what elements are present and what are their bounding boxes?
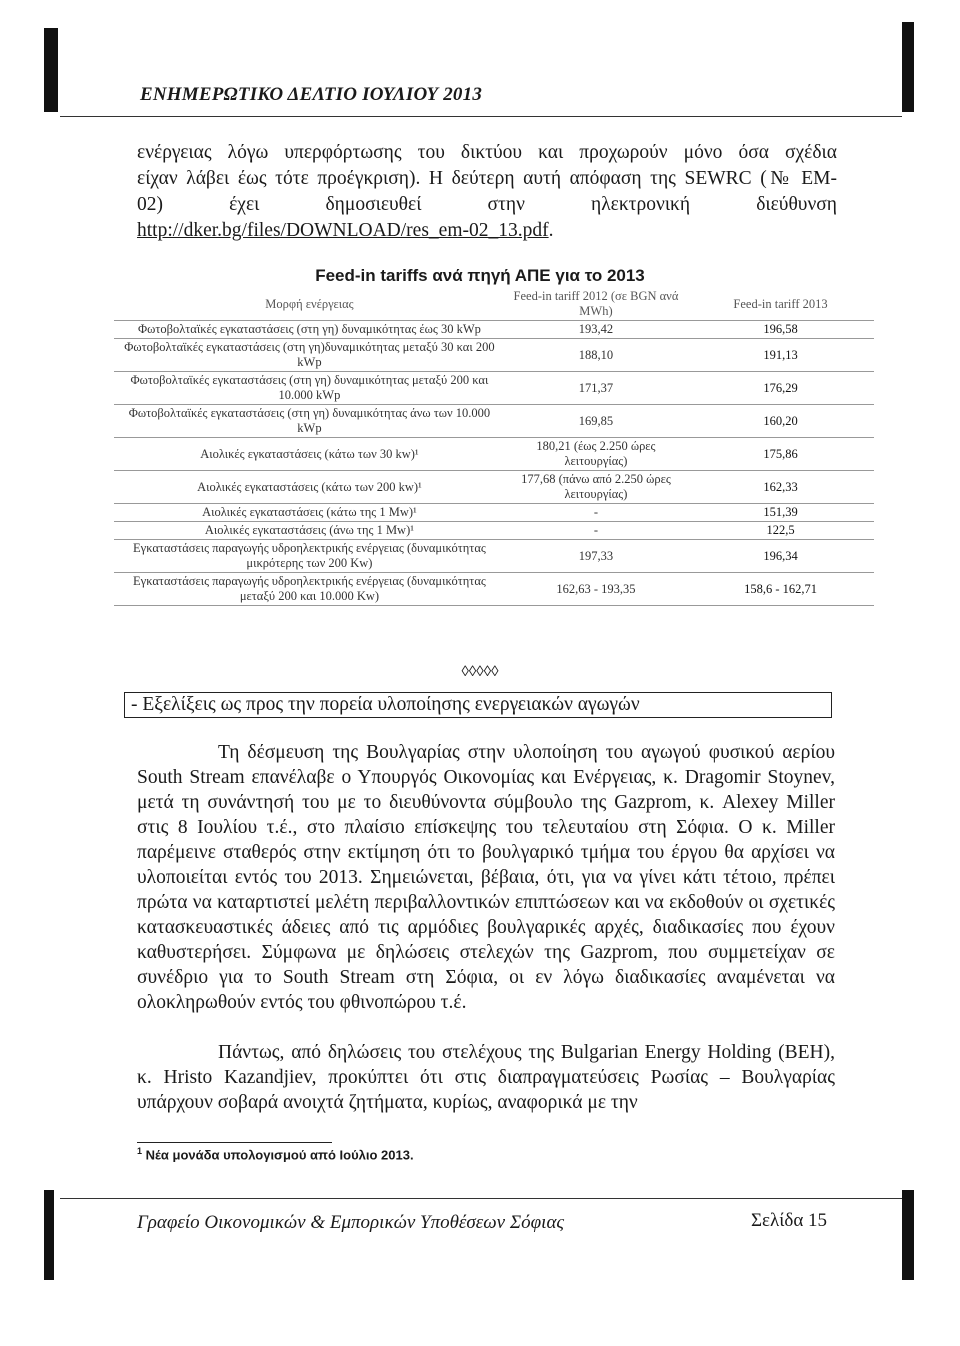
scan-bar-bottom-right [902,1190,914,1280]
tariff-2012-cell: - [593,523,599,537]
tariff-2013-cell: 191,13 [763,347,798,362]
table-row [114,504,874,522]
tariff-2012-cell: 188,10 [578,347,614,362]
energy-form-cell: Εγκαταστάσεις παραγωγής υδροηλεκτρικής ενέργειας (δυναμικότητας μικρότερης των 200 Kw) [133,541,486,570]
energy-form-cell: Αιολικές εγκαταστάσεις (άνω της 1 Mw)¹ [204,523,414,537]
scan-bar-top-right [902,22,914,112]
energy-form-cell: Εγκαταστάσεις παραγωγής υδροηλεκτρικής ενέργειας (δυναμικότητας μεταξύ 200 και 10.000 Kw) [133,574,486,603]
table-header-row [114,288,874,321]
energy-form-cell: Φωτοβολταϊκές εγκαταστάσεις (στη γη) δυναμικότητας μεταξύ 200 και 10.000 kWp [130,373,489,402]
tariff-2012-cell: 162,63 - 193,35 [556,581,636,596]
tariff-2012-cell: - [593,505,599,519]
article-body [137,740,835,1140]
page-header-title: ΕΝΗΜΕΡΩΤΙΚΟ ΔΕΛΤΙΟ ΙΟΥΛΙΟΥ 2013 [140,84,483,105]
footnote-mark: 1 [137,1146,143,1156]
page-number: Σελίδα 15 [751,1210,828,1231]
energy-form-cell: Αιολικές εγκαταστάσεις (κάτω της 1 Mw)¹ [202,505,417,519]
footer-divider [60,1198,902,1199]
footer-office-name: Γραφείο Οικονομικών & Εμπορικών Υποθέσεων Σόφιας [137,1212,565,1233]
header-energy-form: Μορφή ενέργειας [265,296,354,311]
intro-line-1: ενέργειας λόγω υπερφόρτωσης του δικτύου και προχωρούν μόνο όσα σχέδια [137,142,837,163]
table-row [114,471,874,504]
intro-url-suffix: . [548,220,554,241]
intro-url-line [137,220,553,241]
tariff-2013-cell: 196,34 [763,548,798,563]
intro-line-2: είχαν λάβει έως τότε προέγκριση). Η δεύτερη αυτή απόφαση της SEWRC (№ ΕΜ- [137,168,837,189]
energy-form-cell: Αιολικές εγκαταστάσεις (κάτω των 200 kw)¹ [197,479,422,494]
tariff-2013-cell: 158,6 - 162,71 [744,581,817,596]
energy-form-cell: Φωτοβολταϊκές εγκαταστάσεις (στη γη) δυναμικότητας άνω των 10.000 kWp [128,406,491,435]
table-title: Feed-in tariffs ανά πηγή ΑΠΕ για το 2013 [315,266,645,285]
table-row [114,438,874,471]
section-heading: - Εξελίξεις ως προς την πορεία υλοποίησης ενεργειακών αγωγών [131,694,640,715]
scan-bar-top-left [44,28,58,112]
footnote [137,1146,414,1162]
footnote-divider [137,1142,332,1143]
table-row [114,405,874,438]
energy-form-cell: Αιολικές εγκαταστάσεις (κάτω των 30 kw)¹ [200,446,419,461]
tariff-2012-cell: 193,42 [578,322,614,336]
energy-form-cell: Φωτοβολταϊκές εγκαταστάσεις (στη γη)δυναμικότητας μεταξύ 30 και 200 kWp [124,340,495,369]
energy-form-cell: Φωτοβολταϊκές εγκαταστάσεις (στη γη) δυναμικότητας έως 30 kWp [137,322,481,336]
tariff-2013-cell: 162,33 [763,479,798,494]
sewrc-decision-link[interactable]: http://dker.bg/files/DOWNLOAD/res_em-02_13.pdf [137,220,549,241]
body-paragraph-2: Πάντως, από δηλώσεις του στελέχους της Bulgarian Energy Holding (BEH), κ. Hristo Kazandjiev, προκύπτει ότι στις διαπραγματεύσεις Ρωσίας – Βουλγαρίας υπάρχουν σοβαρά ανοιχτά ζητήματα, κυρίως, αναφορικά με την [137,1042,835,1113]
table-row [114,321,874,339]
tariff-2013-cell: 176,29 [763,380,798,395]
tariff-2012-cell: 180,21 (έως 2.250 ώρες λειτουργίας) [536,439,656,468]
table-row [114,540,874,573]
table-row [114,372,874,405]
tariff-2013-cell: 151,39 [763,505,798,519]
tariff-2013-cell: 196,58 [763,322,798,336]
header-tariff-2013: Feed-in tariff 2013 [733,296,828,311]
tariff-2012-cell: 169,85 [578,413,614,428]
footnote-text: Νέα μονάδα υπολογισμού από Ιούλιο 2013. [145,1147,414,1163]
tariff-2012-cell: 177,68 (πάνω από 2.250 ώρες λειτουργίας) [521,472,671,501]
table-row [114,339,874,372]
intro-line-3: 02) έχει δημοσιευθεί στην ηλεκτρονική διεύθυνση [137,194,837,215]
feed-in-tariffs-table [114,288,874,606]
tariff-2013-cell: 122,5 [766,523,795,537]
tariff-2012-cell: 197,33 [578,548,614,563]
body-paragraph-1: Τη δέσμευση της Βουλγαρίας στην υλοποίηση του αγωγού φυσικού αερίου South Stream επανέλαβε ο Υπουργός Οικονομίας και Ενέργειας, κ. Dragomir Stoynev, μετά τη συνάντησή του με το διευθύνοντα σύμβουλο της Gazprom, κ. Alexey Miller στις 8 Ιουλίου τ.έ., στο πλαίσιο επίσκεψης του τελευταίου στη Σόφια. Ο κ. Miller παρέμεινε σταθερός στην εκτίμηση ότι το βουλγαρικό τμήμα του έργου θα αρχίσει να υλοποιείται εντός του 2013. Σημειώνεται, βέβαια, ότι, για να γίνει κάτι τέτοιο, πρέπει πρώτα να καταρτιστεί μελέτη περιβαλλοντικών επιπτώσεων και να εκδοθούν οι σχετικές κατασκευαστικές άδειες από τις αρμόδιες βουλγαρικές αρχές, διαδικασίες που έχουν καθυστερήσει. Σύμφωνα με δηλώσεις στελεχών της Gazprom, που συμμετείχαν σε συνέδριο για το South Stream στη Σόφια, οι εν λόγω διαδικασίες αναμένεται να ολοκληρωθούν εντός του φθινοπώρου τ.έ. [137,742,835,1013]
header-divider [60,116,902,117]
table-row [114,573,874,606]
tariff-2013-cell: 160,20 [763,413,798,428]
section-heading-box [124,692,832,718]
intro-paragraph [137,140,837,244]
scan-bar-bottom-left [44,1190,54,1280]
table-row [114,522,874,540]
tariff-2012-cell: 171,37 [578,380,614,395]
tariff-2013-cell: 175,86 [763,446,798,461]
header-tariff-2012: Feed-in tariff 2012 (σε BGN ανά MWh) [513,289,679,318]
section-separator: ◊◊◊◊◊ [461,664,499,680]
